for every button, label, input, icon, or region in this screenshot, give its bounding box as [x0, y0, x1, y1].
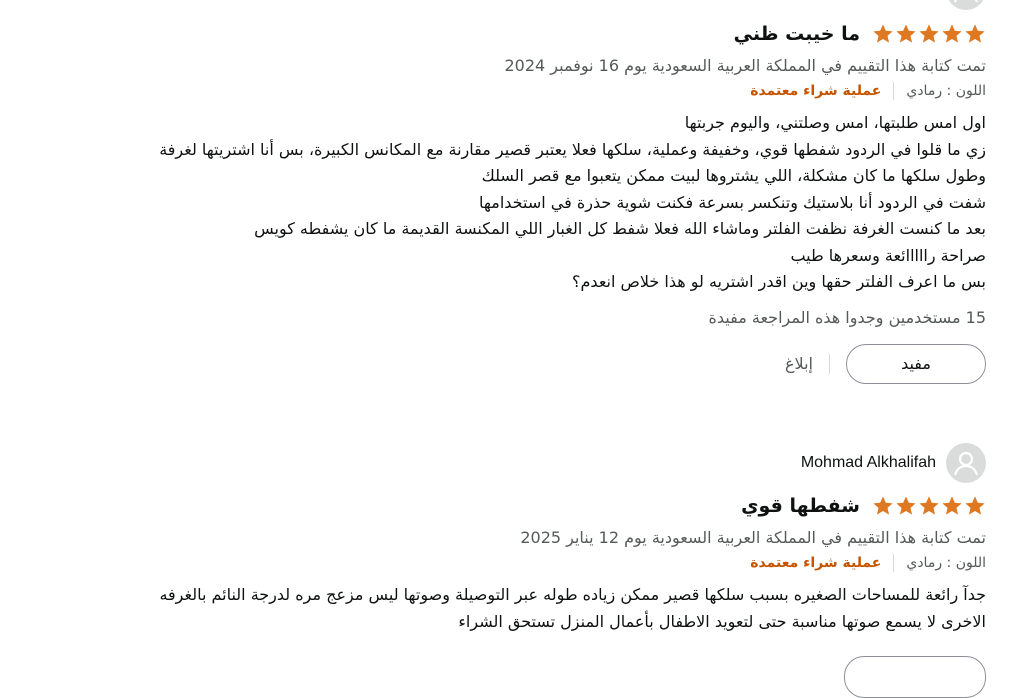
star-icon: [872, 23, 894, 45]
review-title-row: [26, 18, 986, 50]
star-rating[interactable]: [872, 495, 986, 517]
review-body-line: بعد ما كنست الغرفة نظفت الفلتر وماشاء الله فعلا شفط كل الغبار اللي المكنسة القديمة ما كان يشفطه كويس: [254, 219, 986, 238]
helpful-button-partial[interactable]: [844, 656, 986, 698]
avatar: [946, 443, 986, 483]
report-link[interactable]: إبلاغ: [785, 354, 813, 373]
review-variant-row: [26, 80, 986, 102]
star-rating[interactable]: [872, 23, 986, 45]
verified-purchase-badge: عملية شراء معتمدة: [750, 555, 882, 571]
star-icon: [964, 23, 986, 45]
reviewer-name: Mohmad Alkhalifah: [800, 454, 936, 471]
review-actions: [26, 344, 986, 384]
review-variant-row: [26, 552, 986, 574]
review-body-line: وطول سلكها ما كان مشكلة، اللي يشتروها لبيت ممكن يتعبوا مع قصر السلك: [481, 166, 986, 185]
star-icon: [895, 495, 917, 517]
review-body: [26, 110, 986, 296]
review-body-line: زي ما قلوا في الردود شفطها قوي، وخفيفة وعملية، سلكها فعلا يعتبر قصير مقارنة مع المكانس الكبيرة، بس أنا اشتريتها لغرفة: [159, 139, 986, 159]
review-body-line: اول امس طلبتها، امس وصلتني، واليوم جربتها: [684, 113, 986, 132]
review-body-line: شفت في الردود أنا بلاستيك وتنكسر بسرعة فكنت شوية حذرة في استخدامها: [479, 192, 986, 212]
star-icon: [918, 495, 940, 517]
review-body-line: الاخرى لا يسمع صوتها مناسبة حتى لتعويد الاطفال بأعمال المنزل تستحق الشراء: [458, 611, 986, 631]
star-icon: [964, 495, 986, 517]
review-title[interactable]: ما خيبت ظني: [733, 23, 860, 45]
user-icon: [952, 0, 980, 4]
verified-purchase-badge: عملية شراء معتمدة: [750, 83, 882, 99]
review-body-line: جدآ رائعة للمساحات الصغيره بسبب سلكها قصير ممكن زياده طوله عبر التوصيلة وصوتها ليس مزعج مره لدرجة النائم بالغرفه: [159, 585, 986, 604]
review-date: تمت كتابة هذا التقييم في المملكة العربية السعودية يوم 16 نوفمبر 2024: [504, 56, 986, 75]
helpful-count: 15 مستخدمين وجدوا هذه المراجعة مفيدة: [708, 307, 986, 327]
divider: [893, 554, 894, 572]
variant-color[interactable]: اللون : رمادي: [906, 83, 986, 99]
review-date: تمت كتابة هذا التقييم في المملكة العربية السعودية يوم 12 يناير 2025: [520, 528, 986, 547]
review-body: [26, 582, 986, 635]
reviewer-profile[interactable]: [801, 443, 986, 483]
star-icon: [941, 23, 963, 45]
star-icon: [895, 23, 917, 45]
review-card-1: [26, 18, 986, 384]
reviewer-avatar-partial: [946, 0, 986, 10]
variant-color[interactable]: اللون : رمادي: [906, 555, 986, 571]
user-icon: [952, 449, 980, 477]
star-icon: [918, 23, 940, 45]
review-body-line: بس ما اعرف الفلتر حقها وين اقدر اشتريه لو هذا خلاص انعدم؟: [572, 272, 986, 291]
star-icon: [941, 495, 963, 517]
review-body-line: صراحة رااااائعة وسعرها طيب: [790, 245, 986, 265]
divider: [893, 82, 894, 100]
review-title-row: [26, 490, 986, 522]
review-title[interactable]: شفطها قوي: [741, 495, 860, 517]
helpful-button[interactable]: مفيد: [846, 344, 986, 384]
star-icon: [872, 495, 894, 517]
review-card-2: [26, 490, 986, 635]
divider: [829, 354, 830, 374]
